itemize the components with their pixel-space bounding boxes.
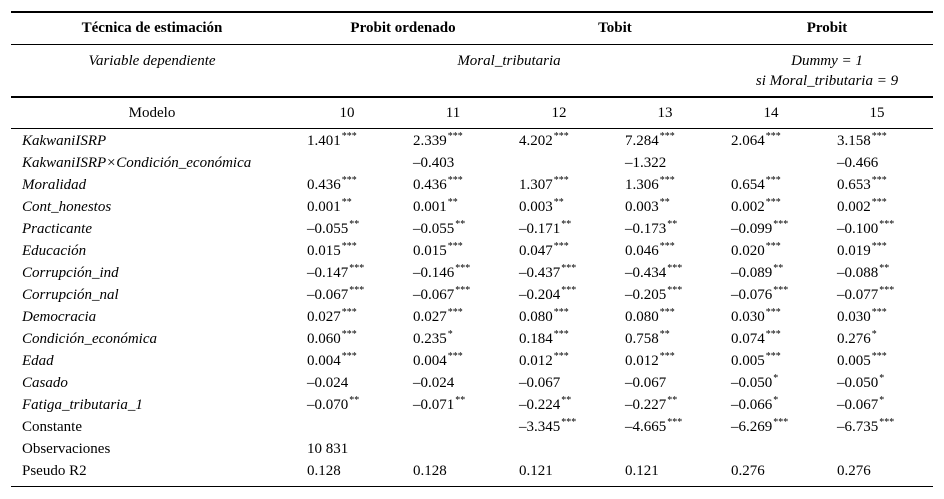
coefficient-value: 0.654 — [731, 177, 765, 193]
table-cell — [413, 462, 447, 480]
significance-stars: *** — [553, 307, 569, 318]
coefficient-value: –0.100 — [837, 221, 879, 237]
table-cell — [307, 374, 348, 392]
significance-stars: *** — [659, 131, 675, 142]
table-cell — [307, 440, 348, 458]
coefficient-value: 0.030 — [731, 309, 765, 325]
row-label: Edad — [22, 353, 54, 369]
table-cell — [837, 132, 887, 152]
table-cell — [731, 264, 783, 284]
significance-stars: *** — [871, 175, 887, 186]
method-probit-ordenado: Probit ordenado — [350, 20, 456, 36]
depvar-main: Moral_tributaria — [457, 53, 561, 69]
table-cell — [307, 286, 364, 306]
significance-stars: *** — [447, 175, 463, 186]
table-cell — [625, 176, 675, 196]
coefficient-value: 0.003 — [519, 199, 553, 215]
coefficient-value: 0.027 — [307, 309, 341, 325]
table-cell — [307, 330, 357, 350]
coefficient-value: 0.047 — [519, 243, 553, 259]
significance-stars: *** — [561, 285, 577, 296]
table-cell — [731, 418, 788, 438]
table-cell — [307, 242, 357, 262]
model-number: 13 — [657, 105, 673, 121]
table-cell — [519, 286, 576, 306]
table-cell — [519, 308, 569, 328]
coefficient-value: 0.653 — [837, 177, 871, 193]
significance-stars: *** — [871, 307, 887, 318]
coefficient-value: 0.080 — [625, 309, 659, 325]
significance-stars: *** — [553, 351, 569, 362]
significance-stars: *** — [553, 131, 569, 142]
depvar-probit-line1: Dummy = 1 — [791, 53, 863, 69]
coefficient-value: 0.004 — [413, 353, 447, 369]
coefficient-value: 0.004 — [307, 353, 341, 369]
coefficient-value: 0.436 — [307, 177, 341, 193]
significance-stars: *** — [765, 329, 781, 340]
row-label: Pseudo R2 — [22, 463, 87, 479]
significance-stars: ** — [667, 395, 678, 406]
coefficient-value: 0.060 — [307, 331, 341, 347]
significance-stars: *** — [659, 175, 675, 186]
coefficient-value: 0.276 — [837, 463, 871, 479]
significance-stars: * — [773, 373, 779, 384]
table-cell — [413, 132, 463, 152]
coefficient-value: –0.067 — [413, 287, 455, 303]
table-cell — [837, 308, 887, 328]
coefficient-value: 0.276 — [837, 331, 871, 347]
coefficient-value: –0.088 — [837, 265, 879, 281]
table-cell — [519, 462, 553, 480]
significance-stars: *** — [341, 351, 357, 362]
table-cell — [625, 242, 675, 262]
table-cell — [731, 198, 781, 218]
table-cell — [519, 396, 571, 416]
table-cell — [413, 330, 453, 350]
table-cell — [837, 396, 884, 416]
table-cell — [307, 132, 357, 152]
coefficient-value: –3.345 — [519, 419, 561, 435]
coefficient-value: 0.276 — [731, 463, 765, 479]
table-cell — [837, 462, 871, 480]
table-cell — [413, 176, 463, 196]
depvar-rule — [11, 96, 933, 98]
significance-stars: *** — [341, 307, 357, 318]
significance-stars: ** — [659, 197, 670, 208]
coefficient-value: 0.080 — [519, 309, 553, 325]
coefficient-value: –0.067 — [307, 287, 349, 303]
model-number: 14 — [763, 105, 779, 121]
depvar-probit-line2: si Moral_tributaria = 9 — [755, 73, 899, 89]
row-label: KakwaniISRP — [22, 133, 107, 149]
method-tobit: Tobit — [598, 20, 632, 36]
table-cell — [625, 154, 666, 172]
table-cell — [625, 396, 677, 416]
coefficient-value: –0.171 — [519, 221, 561, 237]
significance-stars: *** — [455, 263, 471, 274]
row-label: Practicante — [22, 221, 92, 237]
coefficient-value: –0.067 — [519, 375, 561, 391]
coefficient-value: 0.003 — [625, 199, 659, 215]
significance-stars: *** — [341, 329, 357, 340]
coefficient-value: –0.070 — [307, 397, 349, 413]
coefficient-value: –0.067 — [837, 397, 879, 413]
method-rule — [11, 44, 933, 45]
coefficient-value: –0.024 — [413, 375, 455, 391]
table-cell — [519, 330, 569, 350]
coefficient-value: 1.306 — [625, 177, 659, 193]
table-cell — [837, 286, 894, 306]
significance-stars: *** — [341, 241, 357, 252]
coefficient-value: 0.020 — [731, 243, 765, 259]
coefficient-value: 0.015 — [307, 243, 341, 259]
depvar-label: Variable dependiente — [88, 53, 216, 69]
significance-stars: *** — [447, 351, 463, 362]
coefficient-value: 0.001 — [307, 199, 341, 215]
coefficient-value: 0.184 — [519, 331, 553, 347]
significance-stars: *** — [765, 175, 781, 186]
coefficient-value: –0.403 — [413, 155, 455, 171]
significance-stars: *** — [553, 175, 569, 186]
significance-stars: ** — [455, 219, 466, 230]
coefficient-value: –0.466 — [837, 155, 879, 171]
table-cell — [519, 352, 569, 372]
coefficient-value: –0.173 — [625, 221, 667, 237]
table-cell — [837, 198, 887, 218]
significance-stars: * — [871, 329, 877, 340]
coefficient-value: 1.307 — [519, 177, 553, 193]
significance-stars: ** — [553, 197, 564, 208]
significance-stars: *** — [871, 241, 887, 252]
table-cell — [307, 308, 357, 328]
coefficient-value: –0.224 — [519, 397, 561, 413]
table-cell — [413, 198, 458, 218]
significance-stars: *** — [765, 197, 781, 208]
coefficient-value: 0.128 — [307, 463, 341, 479]
significance-stars: *** — [561, 417, 577, 428]
row-label: Casado — [22, 375, 68, 391]
coefficient-value: 0.001 — [413, 199, 447, 215]
row-label: Cont_honestos — [22, 199, 112, 215]
coefficient-value: –0.067 — [625, 375, 667, 391]
coefficient-value: –0.434 — [625, 265, 667, 281]
significance-stars: *** — [341, 175, 357, 186]
table-cell — [519, 242, 569, 262]
table-cell — [731, 462, 765, 480]
significance-stars: *** — [765, 131, 781, 142]
coefficient-value: 0.027 — [413, 309, 447, 325]
coefficient-value: –0.437 — [519, 265, 561, 281]
model-label: Modelo — [128, 105, 176, 121]
coefficient-value: –0.227 — [625, 397, 667, 413]
coefficient-value: 0.121 — [625, 463, 659, 479]
table-cell — [731, 330, 781, 350]
significance-stars: * — [773, 395, 779, 406]
significance-stars: ** — [561, 395, 572, 406]
table-cell — [837, 352, 887, 372]
significance-stars: *** — [871, 131, 887, 142]
coefficient-value: 0.015 — [413, 243, 447, 259]
coefficient-value: 3.158 — [837, 133, 871, 149]
significance-stars: *** — [765, 307, 781, 318]
method-label: Técnica de estimación — [81, 20, 223, 36]
table-cell — [307, 176, 357, 196]
coefficient-value: 0.005 — [731, 353, 765, 369]
coefficient-value: –6.735 — [837, 419, 879, 435]
method-probit: Probit — [806, 20, 848, 36]
bottom-rule — [11, 486, 933, 487]
significance-stars: *** — [773, 417, 789, 428]
table-cell — [837, 176, 887, 196]
coefficient-value: 0.128 — [413, 463, 447, 479]
significance-stars: *** — [667, 263, 683, 274]
coefficient-value: 1.401 — [307, 133, 341, 149]
table-cell — [519, 264, 576, 284]
significance-stars: *** — [349, 285, 365, 296]
model-number: 11 — [445, 105, 461, 121]
coefficient-value: –0.205 — [625, 287, 667, 303]
significance-stars: *** — [561, 263, 577, 274]
row-label: Moralidad — [22, 177, 87, 193]
significance-stars: ** — [773, 263, 784, 274]
table-cell — [625, 330, 670, 350]
coefficient-value: 0.012 — [519, 353, 553, 369]
significance-stars: *** — [341, 131, 357, 142]
significance-stars: * — [879, 373, 885, 384]
model-number: 10 — [339, 105, 355, 121]
table-cell — [837, 330, 877, 350]
table-cell — [413, 396, 465, 416]
coefficient-value: –0.050 — [731, 375, 773, 391]
table-cell — [307, 462, 341, 480]
significance-stars: ** — [341, 197, 352, 208]
coefficient-value: –6.269 — [731, 419, 773, 435]
coefficient-value: 0.046 — [625, 243, 659, 259]
table-cell — [413, 154, 454, 172]
significance-stars: * — [879, 395, 885, 406]
significance-stars: *** — [659, 241, 675, 252]
row-label: Observaciones — [22, 441, 111, 457]
coefficient-value: –0.066 — [731, 397, 773, 413]
table-cell — [625, 132, 675, 152]
table-cell — [519, 176, 569, 196]
table-cell — [307, 352, 357, 372]
row-label: Educación — [22, 243, 87, 259]
table-cell — [837, 418, 894, 438]
coefficient-value: 0.002 — [731, 199, 765, 215]
table-cell — [307, 198, 352, 218]
row-label: KakwaniISRP×Condición_económica — [22, 155, 252, 171]
row-label: Democracia — [22, 309, 97, 325]
significance-stars: *** — [455, 285, 471, 296]
significance-stars: *** — [667, 417, 683, 428]
coefficient-value: 0.758 — [625, 331, 659, 347]
model-rule — [11, 128, 933, 129]
coefficient-value: –0.089 — [731, 265, 773, 281]
table-cell — [625, 418, 682, 438]
table-cell — [731, 132, 781, 152]
significance-stars: *** — [879, 417, 895, 428]
coefficient-value: 2.064 — [731, 133, 765, 149]
table-cell — [519, 374, 560, 392]
significance-stars: *** — [659, 351, 675, 362]
table-cell — [731, 396, 778, 416]
coefficient-value: 2.339 — [413, 133, 447, 149]
table-cell — [413, 242, 463, 262]
table-cell — [625, 198, 670, 218]
table-cell — [731, 176, 781, 196]
top-rule — [11, 11, 933, 13]
coefficient-value: 0.235 — [413, 331, 447, 347]
table-cell — [625, 374, 666, 392]
table-cell — [413, 308, 463, 328]
coefficient-value: –4.665 — [625, 419, 667, 435]
table-cell — [519, 132, 569, 152]
table-cell — [519, 418, 576, 438]
table-cell — [307, 264, 364, 284]
significance-stars: *** — [879, 285, 895, 296]
significance-stars: *** — [667, 285, 683, 296]
row-label: Corrupción_nal — [22, 287, 119, 303]
significance-stars: *** — [553, 241, 569, 252]
table-cell — [837, 242, 887, 262]
table-cell — [731, 352, 781, 372]
table-cell — [731, 308, 781, 328]
significance-stars: *** — [773, 285, 789, 296]
significance-stars: *** — [447, 307, 463, 318]
significance-stars: *** — [871, 351, 887, 362]
table-cell — [413, 374, 454, 392]
significance-stars: *** — [871, 197, 887, 208]
significance-stars: *** — [765, 351, 781, 362]
coefficient-value: 10 831 — [307, 441, 349, 457]
table-cell — [413, 220, 465, 240]
coefficient-value: 0.019 — [837, 243, 871, 259]
table-cell — [837, 374, 884, 394]
coefficient-value: –0.146 — [413, 265, 455, 281]
significance-stars: *** — [879, 219, 895, 230]
significance-stars: *** — [659, 307, 675, 318]
significance-stars: * — [447, 329, 453, 340]
coefficient-value: 0.436 — [413, 177, 447, 193]
table-cell — [837, 220, 894, 240]
coefficient-value: 7.284 — [625, 133, 659, 149]
table-cell — [731, 286, 788, 306]
significance-stars: ** — [561, 219, 572, 230]
table-cell — [519, 198, 564, 218]
coefficient-value: –0.055 — [307, 221, 349, 237]
coefficient-value: –0.055 — [413, 221, 455, 237]
coefficient-value: 0.074 — [731, 331, 765, 347]
significance-stars: ** — [659, 329, 670, 340]
significance-stars: *** — [765, 241, 781, 252]
row-label: Fatiga_tributaria_1 — [22, 397, 143, 413]
coefficient-value: 0.030 — [837, 309, 871, 325]
coefficient-value: 0.012 — [625, 353, 659, 369]
significance-stars: ** — [455, 395, 466, 406]
coefficient-value: –0.076 — [731, 287, 773, 303]
table-cell — [625, 352, 675, 372]
row-label: Constante — [22, 419, 82, 435]
table-cell — [413, 286, 470, 306]
significance-stars: ** — [349, 395, 360, 406]
table-cell — [837, 264, 889, 284]
table-cell — [731, 242, 781, 262]
table-cell — [519, 220, 571, 240]
table-cell — [413, 264, 470, 284]
coefficient-value: 0.002 — [837, 199, 871, 215]
coefficient-value: –0.071 — [413, 397, 455, 413]
table-cell — [625, 286, 682, 306]
table-cell — [731, 220, 788, 240]
table-cell — [625, 220, 677, 240]
row-label: Condición_económica — [22, 331, 157, 347]
table-cell — [307, 396, 359, 416]
significance-stars: *** — [447, 241, 463, 252]
coefficient-value: 0.121 — [519, 463, 553, 479]
table-cell — [625, 308, 675, 328]
significance-stars: ** — [447, 197, 458, 208]
coefficient-value: –1.322 — [625, 155, 667, 171]
significance-stars: ** — [667, 219, 678, 230]
coefficient-value: –0.077 — [837, 287, 879, 303]
significance-stars: *** — [773, 219, 789, 230]
coefficient-value: –0.204 — [519, 287, 561, 303]
coefficient-value: –0.024 — [307, 375, 349, 391]
significance-stars: ** — [879, 263, 890, 274]
model-number: 12 — [551, 105, 567, 121]
table-cell — [731, 374, 778, 394]
significance-stars: *** — [447, 131, 463, 142]
coefficient-value: –0.050 — [837, 375, 879, 391]
coefficient-value: 4.202 — [519, 133, 553, 149]
coefficient-value: –0.099 — [731, 221, 773, 237]
table-cell — [625, 264, 682, 284]
significance-stars: ** — [349, 219, 360, 230]
model-number: 15 — [869, 105, 885, 121]
table-cell — [307, 220, 359, 240]
coefficient-value: –0.147 — [307, 265, 349, 281]
significance-stars: *** — [553, 329, 569, 340]
significance-stars: *** — [349, 263, 365, 274]
coefficient-value: 0.005 — [837, 353, 871, 369]
table-cell — [837, 154, 878, 172]
table-cell — [625, 462, 659, 480]
table-cell — [413, 352, 463, 372]
row-label: Corrupción_ind — [22, 265, 119, 281]
